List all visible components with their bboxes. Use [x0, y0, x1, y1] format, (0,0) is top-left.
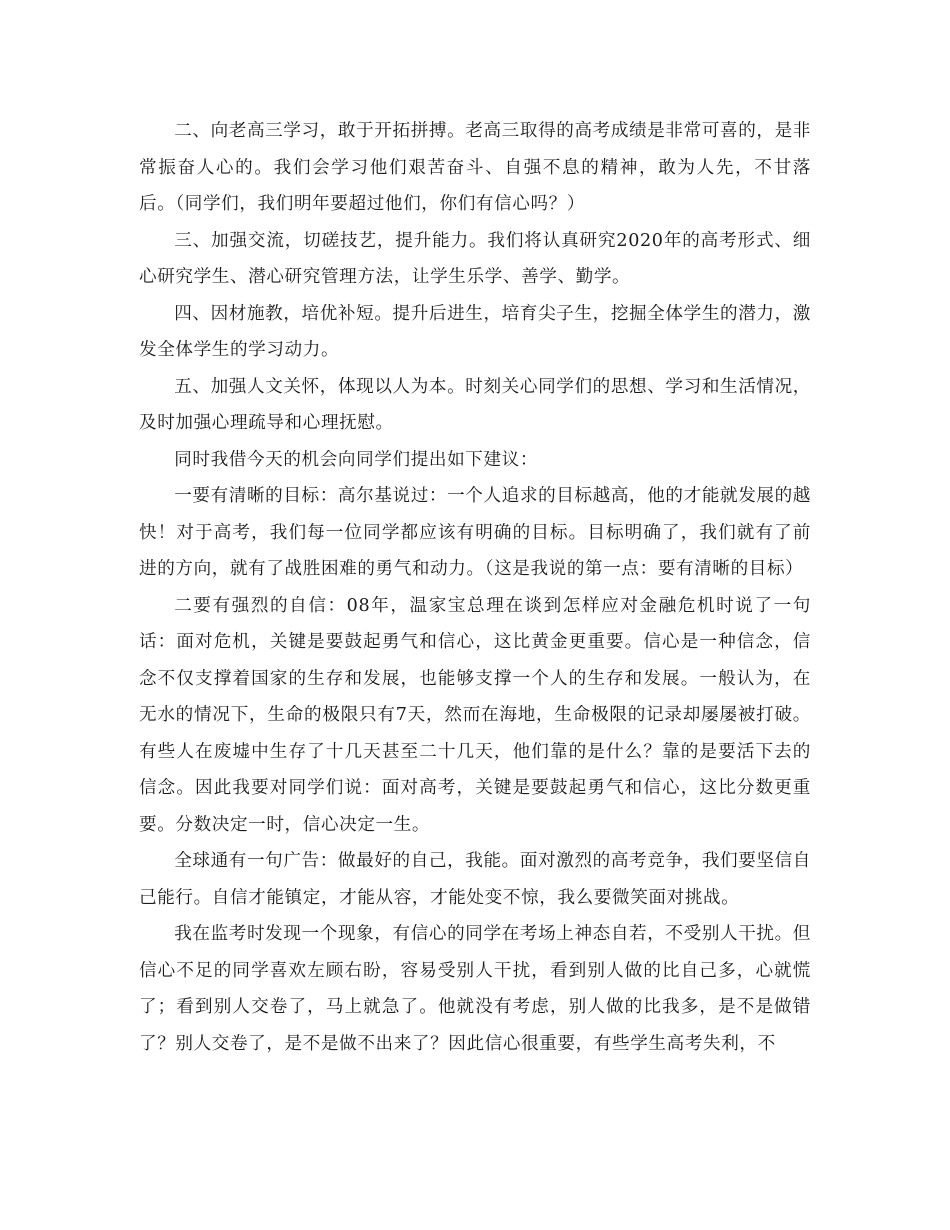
- paragraph-clear-goal: 一要有清晰的目标：高尔基说过：一个人追求的目标越高，他的才能就发展的越快！对于高考，我们每一位同学都应该有明确的目标。目标明确了，我们就有了前进的方向，就有了战胜困难的勇气和动力。（这是我说的第一点：要有清晰的目标）: [139, 486, 811, 579]
- document-body: [139, 113, 811, 1062]
- paragraph-humanistic-care: 五、加强人文关怀，体现以人为本。时刻关心同学们的思想、学习和生活情况，及时加强心理疏导和心理抚慰。: [139, 376, 811, 433]
- paragraph-exam-observation: 我在监考时发现一个现象，有信心的同学在考场上神态自若，不受别人干扰。但信心不足的同学喜欢左顾右盼，容易受别人干扰，看到别人做的比自己多，心就慌了；看到别人交卷了，马上就急了。他就没有考虑，别人做的比我多，是不是做错了？别人交卷了，是不是做不出来了？因此信心很重要，有些学生高考失利，不: [139, 924, 811, 1054]
- paragraph-advertisement: 全球通有一句广告：做最好的自己，我能。面对激烈的高考竞争，我们要坚信自己能行。自信才能镇定，才能从容，才能处变不惊，我么要微笑面对挑战。: [139, 851, 811, 908]
- paragraph-suggestions-intro: 同时我借今天的机会向同学们提出如下建议：: [174, 449, 539, 470]
- paragraph-strengthen-exchange: 三、加强交流，切磋技艺，提升能力。我们将认真研究2020年的高考形式、细心研究学生、潜心研究管理方法，让学生乐学、善学、勤学。: [139, 230, 811, 287]
- paragraph-learn-from-seniors: 二、向老高三学习，敢于开拓拼搏。老高三取得的高考成绩是非常可喜的，是非常振奋人心的。我们会学习他们艰苦奋斗、自强不息的精神，敢为人先，不甘落后。（同学们，我们明年要超过他们，你们有信心吗？）: [139, 121, 811, 214]
- paragraph-strong-confidence: 二要有强烈的自信：08年，温家宝总理在谈到怎样应对金融危机时说了一句话：面对危机，关键是要鼓起勇气和信心，这比黄金更重要。信心是一种信念，信念不仅支撑着国家的生存和发展，也能够支撑一个人的生存和发展。一般认为，在无水的情况下，生命的极限只有7天，然而在海地，生命极限的记录却屡屡被打破。有些人在废墟中生存了十几天甚至二十几天，他们靠的是什么？靠的是要活下去的信念。因此我要对同学们说：面对高考，关键是要鼓起勇气和信心，这比分数更重要。分数决定一时，信心决定一生。: [139, 595, 811, 835]
- paragraph-tailored-teaching: 四、因材施教，培优补短。提升后进生，培育尖子生，挖掘全体学生的潜力，激发全体学生的学习动力。: [139, 303, 811, 360]
